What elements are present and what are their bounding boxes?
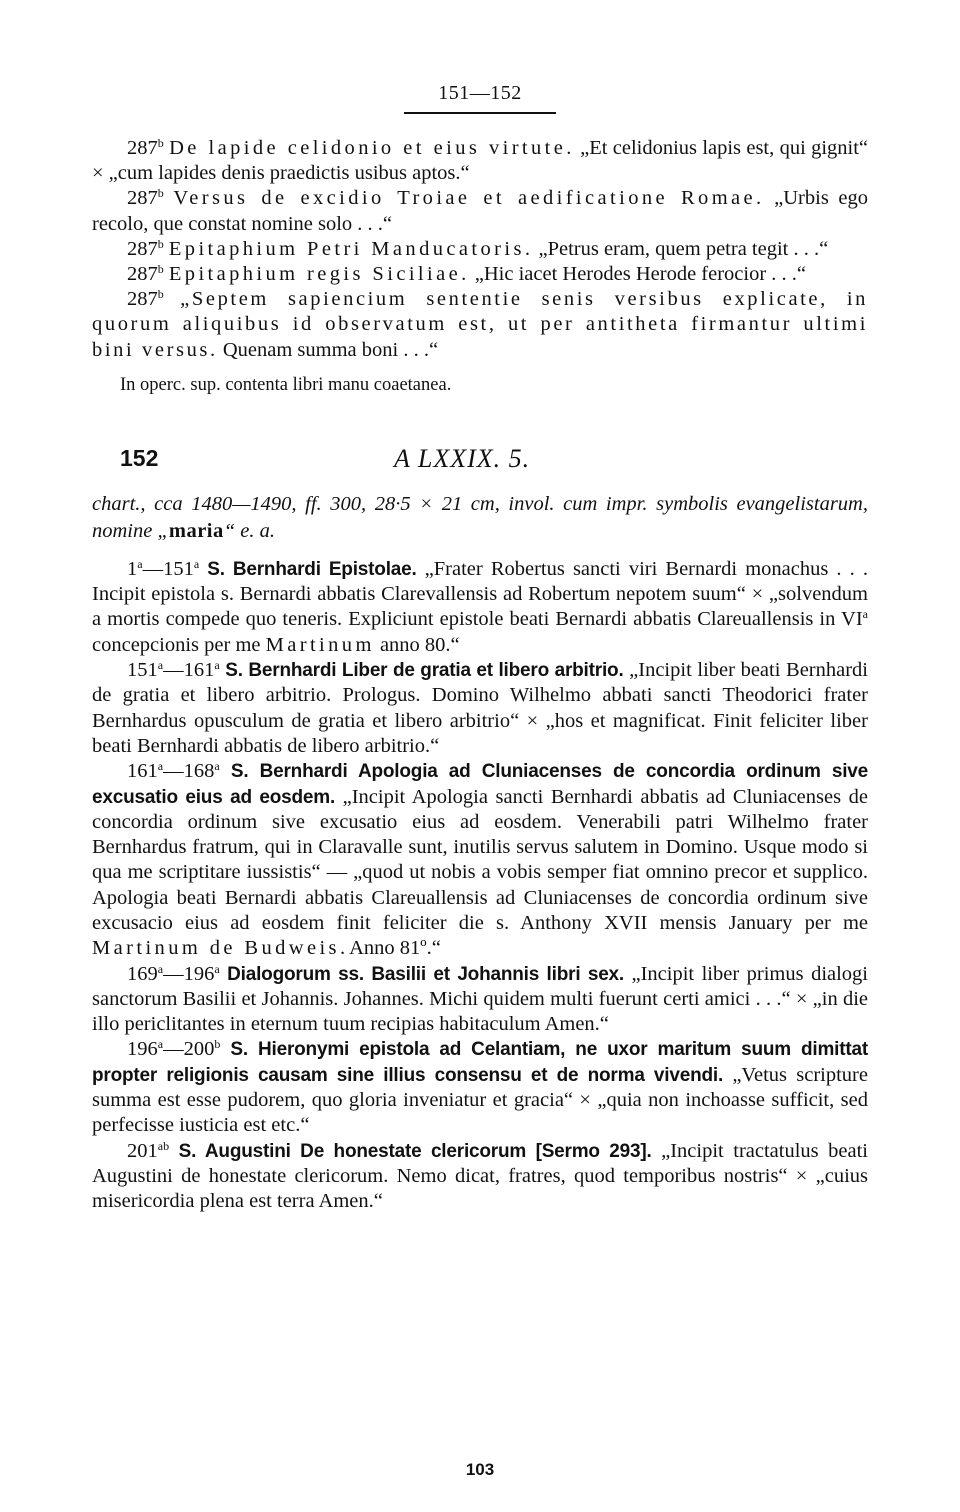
entry-title: „Septem sapiencium sententie senis versibus explicate, in quorum aliquibus id observatum est, ut per antitheta firmantur ultimi bini versus. bbox=[92, 288, 869, 361]
codex-description bbox=[92, 491, 868, 545]
item-ref-sup: a bbox=[157, 961, 164, 976]
item-title: S. Bernhardi Liber de gratia et libero arbitrio. bbox=[225, 660, 624, 682]
entry-title: De lapide celidonio et eius virtute. bbox=[169, 137, 575, 159]
entry-ref-sup: b bbox=[157, 186, 164, 201]
item-text-2: concepcionis per me bbox=[92, 633, 266, 656]
page-number: 103 bbox=[465, 1460, 495, 1479]
item-ref-sup: a bbox=[157, 759, 164, 774]
entry-ref: 287 bbox=[127, 288, 158, 311]
item-title: S. Bernhardi Apologia ad Cluniacenses de concordia ordinum sive excusatio eius ad eosdem. bbox=[92, 761, 869, 808]
list-item bbox=[92, 1139, 868, 1215]
item-ref-end: —168 bbox=[163, 760, 215, 783]
codex-number: 152 bbox=[120, 444, 159, 471]
item-ref-end: —151 bbox=[142, 557, 194, 580]
item-ref: 201 bbox=[127, 1139, 158, 1162]
entry-ref: 287 bbox=[127, 137, 158, 159]
entry-ref-sup: b bbox=[157, 287, 164, 302]
entry bbox=[92, 262, 868, 287]
items-list bbox=[92, 557, 868, 1215]
running-header: 151—152 bbox=[438, 82, 522, 104]
item-spaced-name: Martinum de Budweis bbox=[92, 937, 340, 960]
description-text-end: “ e. a. bbox=[223, 519, 275, 542]
entry-ref-sup: b bbox=[157, 236, 164, 251]
item-ref-sup: a bbox=[157, 658, 164, 673]
list-item bbox=[92, 759, 868, 961]
entry-title: Epitaphium Petri Manducatoris. bbox=[168, 237, 534, 260]
entry bbox=[92, 136, 868, 186]
codex-heading bbox=[92, 445, 868, 481]
codex-signature: A LXXIX. 5. bbox=[394, 443, 531, 473]
entry-ref-sup: b bbox=[157, 136, 164, 150]
item-title: S. Augustini De honestate clericorum [Sermo 293]. bbox=[178, 1140, 652, 1162]
item-ref: 1 bbox=[127, 557, 138, 580]
entry bbox=[92, 186, 868, 236]
document-page bbox=[92, 82, 868, 1215]
entry-ref: 287 bbox=[127, 263, 158, 286]
item-title: S. Bernhardi Epistolae. bbox=[207, 558, 417, 580]
description-text: chart., cca 1480—1490, ff. 300, 28·5 × 21 cm, invol. cum impr. symbolis evangelistarum, nomine „ bbox=[92, 492, 868, 542]
item-ref: 161 bbox=[127, 760, 158, 783]
item-ref-end-sup: a bbox=[193, 556, 200, 571]
item-text: „Frater Robertus sancti viri Bernardi monachus . . . Incipit epistola s. Bernardi abbatis Clarevallensis ad Robertum nepotem suum“ × „solvendum a mortis compede quo teneris. Expliciunt epistole beati Bernardi abbatis Clareuallensis in VI bbox=[92, 557, 868, 631]
item-text-sup: a bbox=[862, 607, 868, 622]
entry-text: Quenam summa boni . . .“ bbox=[217, 338, 439, 361]
item-title: Dialogorum ss. Basilii et Johannis libri sex. bbox=[227, 963, 625, 985]
item-title: S. Hieronymi epistola ad Celantiam, ne uxor maritum suum dimittat propter religionis causam sine illius consensu et de norma vivendi. bbox=[92, 1039, 868, 1086]
item-ref-sup: ab bbox=[157, 1138, 170, 1153]
item-ref-end-sup: a bbox=[214, 658, 220, 673]
item-text: „Vetus scripture summa est esse pudorem, quo gloria inveniatur et gracia“ × „quia non inchoasse sufficit, sed perfecisse iusticia est etc.“ bbox=[92, 1063, 868, 1137]
entry-text: „Et celidonius lapis est, qui gignit“ × „cum lapides denis praedictis usibus aptos.“ bbox=[92, 137, 869, 185]
item-ref: 151 bbox=[127, 659, 158, 682]
entry-text: „Petrus eram, quem petra tegit . . .“ bbox=[533, 237, 829, 260]
item-text-3: anno 80.“ bbox=[374, 633, 460, 656]
header-rule bbox=[404, 112, 556, 114]
item-ref: 169 bbox=[127, 962, 158, 985]
entry-title: Versus de excidio Troiae et aedificatione Romae. bbox=[173, 187, 765, 210]
item-ref-end: —196 bbox=[163, 962, 215, 985]
entry bbox=[92, 287, 868, 363]
entry-text: „Hic iacet Herodes Herode ferocior . . .“ bbox=[469, 263, 807, 286]
list-item bbox=[92, 658, 868, 759]
item-text: „Incipit tractatulus beati Augustini de honestate clericorum. Nemo dicat, fratres, quod temporibus nostris“ × „cuius misericordia plena est terra Amen.“ bbox=[92, 1139, 868, 1213]
item-ref-sup: a bbox=[137, 556, 143, 571]
item-ref-end-sup: b bbox=[214, 1037, 221, 1052]
list-item bbox=[92, 962, 868, 1038]
entry-ref: 287 bbox=[127, 237, 158, 260]
item-text-3: . Anno 81º.“ bbox=[339, 937, 441, 960]
item-ref-end-sup: a bbox=[214, 759, 220, 774]
list-item bbox=[92, 1037, 868, 1138]
item-ref-end-sup: a bbox=[214, 961, 220, 976]
contents-note: In operc. sup. contenta libri manu coaetanea. bbox=[120, 374, 452, 395]
entries-list bbox=[92, 136, 868, 397]
item-text: „Incipit liber beati Bernhardi de gratia et libero arbitrio. Prologus. Domino Wilhelmo abbati sancti Theodorici frater Bernhardus opusculum de gratia et libero arbitrio“ × „hos et magnificat. Finit feliciter liber beati Bernhardi abbatis de libero arbitrio.“ bbox=[92, 659, 869, 757]
item-ref: 196 bbox=[127, 1038, 158, 1061]
item-ref-end: —161 bbox=[163, 659, 215, 682]
item-spaced-name: Martinum bbox=[265, 633, 375, 656]
item-text: „Incipit Apologia sancti Bernhardi abbatis ad Cluniacenses de concordia ordinum sive excusatio eius ad eosdem. Venerabili patri Wilhelmo frater Bernhardus fratrum, qui in Claravalle sunt, inutilis servus salutem in Domino. Usque modo si qua me scriptitare iussistis“ — „quod ut nobis a vobis semper fiat omnino precor et supplico. Apologia beati Bernardi abbatis Clareuallensis ad Cluniacenses de concordia ordinum sive excusacio eius ad eosdem finit feliciter die s. Anthony XVII mensis January per me bbox=[92, 785, 868, 934]
list-item bbox=[92, 557, 868, 658]
item-ref-sup: a bbox=[157, 1037, 164, 1052]
entry-ref: 287 bbox=[127, 187, 158, 210]
entry-title: Epitaphium regis Siciliae. bbox=[168, 263, 470, 286]
description-gothic-word: maria bbox=[168, 519, 224, 542]
item-text: „Incipit liber primus dialogi sanctorum Basilii et Johannis. Johannes. Michi quidem multi fuerunt certi amici . . .“ × „in die illo periclitantes in eternum tuum recipias habitaculum Amen.“ bbox=[92, 962, 869, 1036]
entry-ref-sup: b bbox=[157, 262, 164, 277]
entry bbox=[92, 237, 868, 262]
entry-text: „Urbis ego recolo, que constat nomine solo . . .“ bbox=[92, 187, 868, 235]
item-ref-end: —200 bbox=[163, 1038, 215, 1061]
